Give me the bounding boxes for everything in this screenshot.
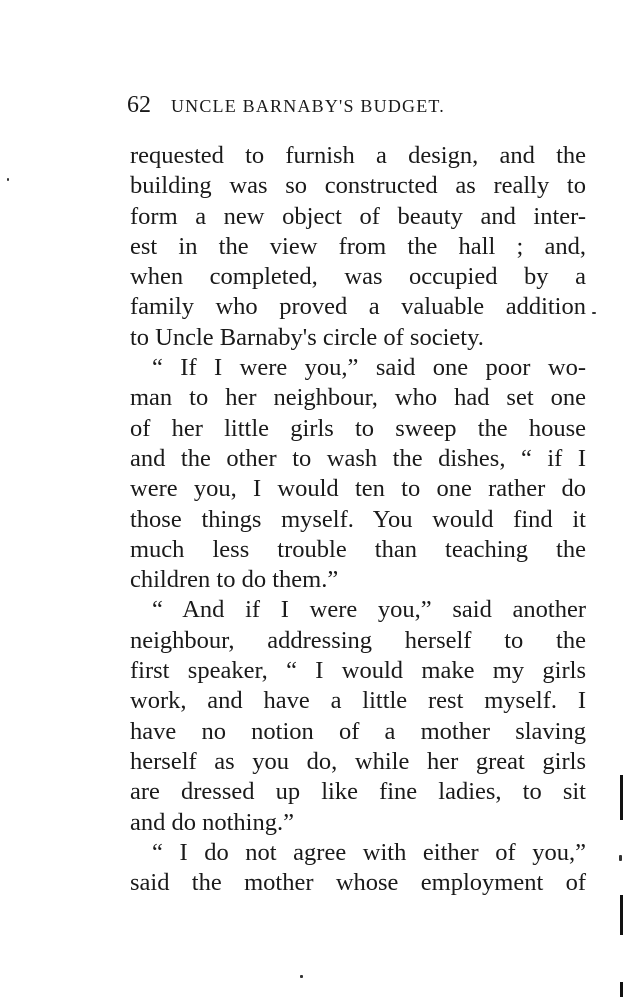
- text-line: “ And if I were you,” said another: [152, 596, 586, 624]
- text-line: “ If I were you,” said one poor wo-: [152, 354, 586, 382]
- text-line: requested to furnish a design, and the: [130, 142, 586, 169]
- text-line: herself as you do, while her great girls: [130, 747, 586, 775]
- text-line: said the mother whose employment of: [130, 869, 586, 897]
- text-line: and the other to wash the dishes, “ if I: [130, 444, 586, 472]
- running-head: UNCLE BARNABY'S BUDGET.: [170, 96, 445, 116]
- text-line: est in the view from the hall ; and,: [130, 232, 586, 260]
- text-line: man to her neighbour, who had set one: [130, 384, 586, 412]
- text-line: much less trouble than teaching the: [130, 535, 586, 563]
- text-line: those things myself. You would find it: [130, 505, 586, 533]
- text-line: first speaker, “ I would make my girls: [130, 657, 586, 685]
- text-line: family who proved a valuable addition: [130, 293, 586, 321]
- scan-speck: [300, 975, 303, 978]
- scan-speck: [7, 178, 9, 181]
- body-text: [130, 141, 586, 898]
- scan-edge-mark: [620, 775, 623, 820]
- text-line: were you, I would ten to one rather do: [130, 475, 586, 503]
- scan-speck: [619, 855, 622, 861]
- text-line: of her little girls to sweep the house: [130, 414, 586, 442]
- text-line: building was so constructed as really to: [130, 172, 586, 200]
- text-line: work, and have a little rest myself. I: [130, 687, 586, 715]
- page-header: [127, 92, 527, 119]
- text-line: have no notion of a mother slaving: [130, 717, 586, 745]
- text-line: when completed, was occupied by a: [130, 263, 586, 291]
- text-line: children to do them.”: [130, 566, 339, 594]
- text-line: are dressed up like fine ladies, to sit: [130, 778, 586, 806]
- text-line: form a new object of beauty and inter-: [130, 202, 586, 230]
- scan-edge-mark: [620, 895, 623, 935]
- page-number: 62: [127, 92, 151, 118]
- text-line: neighbour, addressing herself to the: [130, 626, 586, 654]
- text-line: to Uncle Barnaby's circle of society.: [130, 323, 484, 351]
- scan-speck: [592, 312, 596, 314]
- text-line: and do nothing.”: [130, 808, 294, 836]
- scan-edge-mark: [620, 982, 623, 997]
- text-line: “ I do not agree with either of you,”: [152, 838, 586, 866]
